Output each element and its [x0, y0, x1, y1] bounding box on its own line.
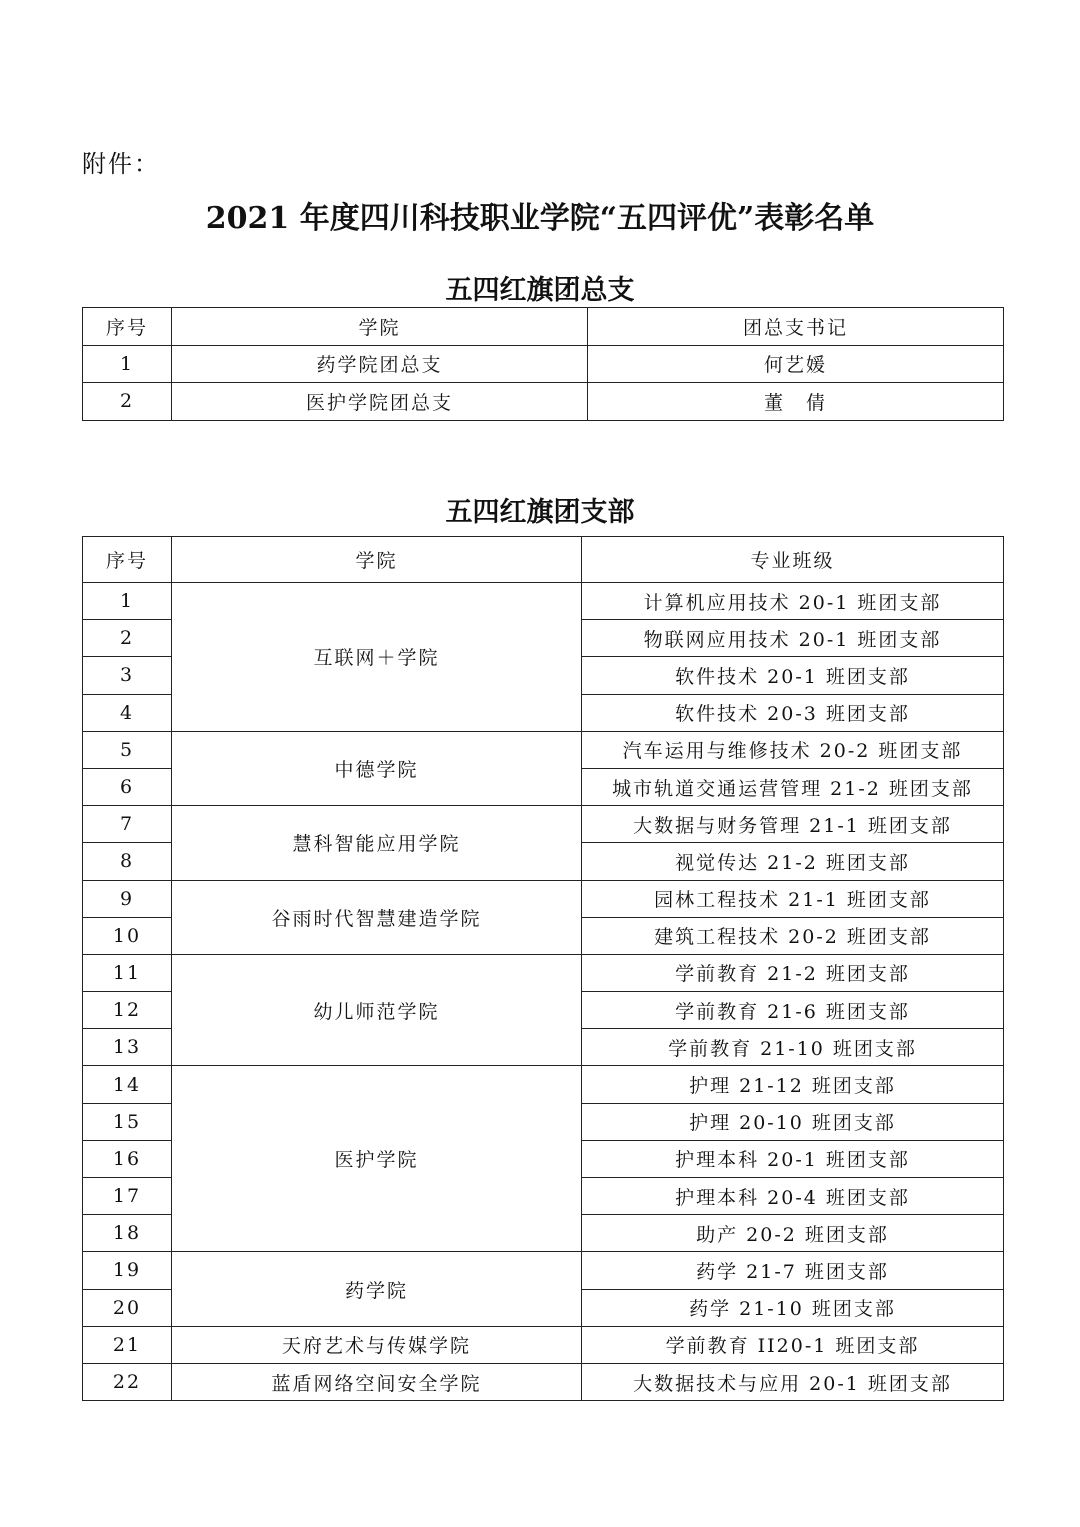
cell-index: 13: [83, 1029, 172, 1066]
cell-index: 22: [83, 1363, 172, 1400]
cell-index: 19: [83, 1252, 172, 1289]
cell-class: 汽车运用与维修技术 20-2 班团支部: [582, 731, 1004, 768]
red-flag-league-group-table: [82, 536, 1004, 1401]
header-secretary: 团总支书记: [588, 308, 1004, 346]
header-index: 序号: [83, 308, 172, 346]
cell-class: 城市轨道交通运营管理 21-2 班团支部: [582, 768, 1004, 805]
cell-index: 2: [83, 620, 172, 657]
cell-class: 护理本科 20-4 班团支部: [582, 1178, 1004, 1215]
cell-index: 10: [83, 917, 172, 954]
cell-index: 12: [83, 992, 172, 1029]
cell-index: 14: [83, 1066, 172, 1103]
cell-college: 谷雨时代智慧建造学院: [172, 880, 582, 954]
cell-index: 1: [83, 583, 172, 620]
cell-index: 18: [83, 1215, 172, 1252]
header-college: 学院: [172, 537, 582, 583]
cell-class: 学前教育 21-2 班团支部: [582, 954, 1004, 991]
table-header-row: [83, 537, 1004, 583]
table-header-row: [83, 308, 1004, 346]
cell-index: 9: [83, 880, 172, 917]
cell-college: 中德学院: [172, 731, 582, 805]
cell-index: 17: [83, 1178, 172, 1215]
attachment-label: 附件：: [82, 150, 160, 178]
cell-college: 医护学院: [172, 1066, 582, 1252]
table-row: [83, 806, 1004, 843]
table-row: [83, 1363, 1004, 1400]
cell-college: 医护学院团总支: [172, 383, 588, 421]
table-row: [83, 1252, 1004, 1289]
cell-index: 7: [83, 806, 172, 843]
cell-college: 幼儿师范学院: [172, 954, 582, 1066]
cell-index: 6: [83, 768, 172, 805]
cell-college: 互联网＋学院: [172, 583, 582, 732]
cell-class: 大数据技术与应用 20-1 班团支部: [582, 1363, 1004, 1400]
header-class: 专业班级: [582, 537, 1004, 583]
group-table-body: [83, 583, 1004, 1401]
cell-secretary: 何艺媛: [588, 345, 1004, 383]
document-title: 2021 年度四川科技职业学院“五四评优”表彰名单: [205, 201, 875, 236]
cell-class: 药学 21-10 班团支部: [582, 1289, 1004, 1326]
cell-class: 建筑工程技术 20-2 班团支部: [582, 917, 1004, 954]
cell-class: 软件技术 20-1 班团支部: [582, 657, 1004, 694]
cell-index: 21: [83, 1326, 172, 1363]
table-row: [83, 345, 1004, 383]
cell-class: 学前教育 21-10 班团支部: [582, 1029, 1004, 1066]
cell-college: 天府艺术与传媒学院: [172, 1326, 582, 1363]
cell-index: 2: [83, 383, 172, 421]
table-row: [83, 954, 1004, 991]
cell-index: 3: [83, 657, 172, 694]
cell-index: 5: [83, 731, 172, 768]
cell-class: 视觉传达 21-2 班团支部: [582, 843, 1004, 880]
cell-college: 蓝盾网络空间安全学院: [172, 1363, 582, 1400]
table-row: [83, 1326, 1004, 1363]
table-row: [83, 583, 1004, 620]
cell-class: 大数据与财务管理 21-1 班团支部: [582, 806, 1004, 843]
cell-index: 4: [83, 694, 172, 731]
cell-class: 护理 20-10 班团支部: [582, 1103, 1004, 1140]
cell-secretary: 董 倩: [588, 383, 1004, 421]
table-row: [83, 383, 1004, 421]
cell-class: 物联网应用技术 20-1 班团支部: [582, 620, 1004, 657]
cell-index: 20: [83, 1289, 172, 1326]
cell-college: 药学院: [172, 1252, 582, 1326]
cell-class: 学前教育 II20-1 班团支部: [582, 1326, 1004, 1363]
cell-class: 药学 21-7 班团支部: [582, 1252, 1004, 1289]
table-row: [83, 880, 1004, 917]
header-index: 序号: [83, 537, 172, 583]
cell-class: 软件技术 20-3 班团支部: [582, 694, 1004, 731]
cell-index: 1: [83, 345, 172, 383]
table-row: [83, 1066, 1004, 1103]
cell-college: 药学院团总支: [172, 345, 588, 383]
header-college: 学院: [172, 308, 588, 346]
cell-class: 园林工程技术 21-1 班团支部: [582, 880, 1004, 917]
cell-index: 15: [83, 1103, 172, 1140]
cell-college: 慧科智能应用学院: [172, 806, 582, 880]
cell-class: 计算机应用技术 20-1 班团支部: [582, 583, 1004, 620]
cell-class: 护理本科 20-1 班团支部: [582, 1140, 1004, 1177]
section-title-red-flag-league-group: 五四红旗团支部: [445, 497, 635, 528]
table-row: [83, 731, 1004, 768]
cell-class: 学前教育 21-6 班团支部: [582, 992, 1004, 1029]
cell-index: 11: [83, 954, 172, 991]
section-title-red-flag-league-branch: 五四红旗团总支: [445, 275, 635, 306]
cell-index: 16: [83, 1140, 172, 1177]
cell-class: 护理 21-12 班团支部: [582, 1066, 1004, 1103]
cell-index: 8: [83, 843, 172, 880]
red-flag-league-branch-table: [82, 307, 1004, 421]
cell-class: 助产 20-2 班团支部: [582, 1215, 1004, 1252]
